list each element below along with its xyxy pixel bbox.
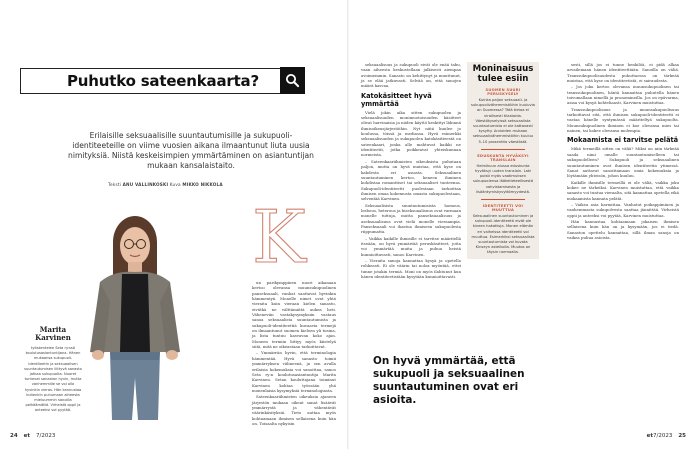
magazine-issue: 7/2023 — [36, 433, 56, 439]
body-paragraph: – Ymmärrän hyvin, että terminologia hämmentää. Hyvä sanasto toimii ymmärryksen välineenä, ja sen avulla erilaisia kokemuksia voi sanoittaa, sanoo Seta ry:n koulutusasiantuntija Marita Karvinen. Setan kouluttajana toiminut Karvinen kohtaa työssään yhä monenlaisia kysymyksiä terminologiasta. — [252, 350, 336, 393]
body-paragraph: – Vieraita sanoja kannattaa kysyä ja opetella rohkeasti. Ei ole väärin tai noloa myöntää, ettei tunne jotakin termiä. Moni on myös ilahtunut kun hänen identiteetistään kysytään kunnioittavasti. — [361, 258, 461, 280]
article-lead: Erilaisille seksuaalisille suuntautumisille ja sukupuoli-identiteeteille on viime vuosien aikana ilmaantunut liuta uusia nimityksiä. Niistä keskeisimpien ymmärtäminen on asiantuntijan mukaan kansalaistaito. — [68, 131, 314, 170]
left-page — [0, 0, 347, 449]
sidebar-divider — [481, 149, 525, 150]
sidebar-text: Seksuaalinen suuntautuminen ja sukupuoli-identiteetti eivät ole kiveen hakattuja. Monen elämän eri vaiheissa identiteetti voi muuttua. Esimerkiksi seksuaalista suuntautumista voi kuvata Kinseyn asteikolla. Muutos on täysin normaalia. — [471, 214, 535, 255]
body-paragraph: – Vaikea asia harmittaa. Vanhatut poikappiminen ja vanhemmasta sukupolvesta saattaa jännittää. Virheistä oppii ja anteeksi voi pyytää, Karvinen muistuttaa. — [567, 201, 679, 218]
right-column-1 — [361, 62, 461, 347]
sidebar-text: Helmikuun alussa eduskunta hyväksyi uuden translain. Laki poisti myös vaatimuksen sukupuolensa lääketieteellisestä vahvistamisesta ja lisääntymiskyvyttömyydestä. — [473, 163, 533, 194]
sidebar-label: EDUSKUNTA HYVÄKSYI TRANSLAIN — [477, 153, 529, 162]
body-paragraph: – Vaikka kaikille ihmisille ei tarvitse määritellä itseään, on hyvä ymmärtää peruskäsitteet, jotta voi ymmärtää muita ja puhua heistä kunnioittavasti, sanoo Karvinen. — [361, 235, 461, 257]
right-column-3 — [567, 62, 679, 430]
sidebar-label: IDENTITEETTI VOI MUUTTUA — [482, 204, 524, 213]
left-page-column — [252, 280, 336, 430]
article-title: Puhutko sateenkaarta? — [67, 72, 259, 90]
body-paragraph: sesti, sillä jos ei tunne henkilöä, ei pidä alkaa arvailemaan hänen identiteettiään. Sanoilla on väliä. Transsukupuolisuudesta puhuttaessa on tärkeää muistaa, että kyse on identiteetistä, ei sairaudesta. — [567, 62, 679, 84]
sidebar-title: Moninaisuus tulee esiin — [472, 64, 534, 84]
body-paragraph: Vielä jokin aika sitten sukupuolen ja seksuaalisuuden monimuotoisuuden käsitteet olivat harvinaisia ja niiden käyttö keskittyi lähinnä ihmisoikeusjärjestöihin. Nyt niitä kuulee jo koulussa, töissä ja mediassa. Hyvä esimerkki seksuaalisuuden ja sukupuolen katokäsitteestä on sateenkaari, jonka alle mahtuvat kaikki ne identiteetit, jotka poikkeavat yhteiskunnan normeista. — [361, 109, 461, 158]
magazine-name: et — [646, 433, 653, 439]
byline — [108, 182, 223, 187]
folio-right — [641, 433, 686, 439]
sidebar-box — [467, 62, 539, 259]
search-icon — [285, 73, 300, 88]
body-paragraph: Hän kannustaa kohtaamaan jokaisen ihmisen sellaisena kuin hän on ja kysymään, jos ei tiedä. Sanaston opettelu kannattaa, sillä ilman sanoja on vaikea puhua asioista. — [567, 218, 679, 240]
pull-quote: On hyvä ymmärtää, että sukupuoli ja seksuaalinen suuntautuminen ovat eri asioita. — [373, 355, 525, 406]
sidebar-text: Kuinka paljon seksuaali- ja sukupuolivähemmistöihin kuuluvia on Suomessa? Tätä tietoa ei virallisesti tilastoida. Väestökyselyissä seksuaalista suuntautumista ei ole kattavasti kysytty. Arvioiden mukaan seksuaalivähemmistöihin kuuluu 5–10 prosenttia väestöstä. — [471, 98, 535, 144]
subheading: Mokaamista ei tarvitse pelätä — [567, 136, 679, 145]
svg-text:K: K — [252, 195, 306, 279]
page-number-left: 24 — [10, 433, 18, 439]
magazine-name: et — [23, 433, 31, 439]
caption-text: työskentelee Seta ry:ssä koulutusasiantuntijana. Hänen mukaansa sukupuoli-identiteetin ja seksuaalisen suuntautumisen liittyvä sanasto jatkaa sukupuolta. Nuoret tuntevat sanaston hyvin, mutta vanhemmille se voi olla hyvinkin vieras. Hän kannustaa kuitenkin puhumaan aiheesta mieluummin sanoilla pelkäämättä. Virheistä oppii ja anteeksi voi pyytää. — [24, 346, 82, 413]
big-initial-k — [252, 195, 306, 279]
body-paragraph: Transsukupuolisuus ja muunsukupuolisuus tarkoittavat sitä, että ihmisen sukupuoli-identiteetti ei vastaa hänelle syntymässä määriteltyä sukupuolta. Muunsukupuolinen ihminen ei koe olevansa mies tai nainen, tai kokee olevansa molempia. — [567, 106, 679, 134]
sidebar-divider — [481, 199, 525, 200]
body-paragraph: Kaikille ihmisille termeillä ei ole väliä, vaikka joku kokee ne tärkeiksi. Karvinen muistuttaa, että vaikka sanasto voi tuntua vieraalta, sitä kannattaa opetella eikä mokaamista kannata pelätä. — [567, 179, 679, 201]
body-paragraph: seksuaalisuus ja sukupuoli eivät ole enää tabu, vaan aiheesta keskustellaan julkisesti aiempaa avoimemmin. Sanasto on kehittynyt ja muuttunut, ja se elää jatkuvasti. Selvää on, että sanojen määrä kasvaa. — [361, 62, 461, 89]
byline-text-label: Teksti — [108, 182, 122, 187]
body-paragraph: Sateenkaariihmisten oikeuksia ajaneen järjestön mukaan oikeat sanat lisäävät ymmärrystä ja vähentävät väärinkäsityksiä. Tieto auttaa myös kohtaamaan ihmisen sellaisena kuin hän on. Toisaalta nykyisin — [252, 394, 336, 426]
title-search-box — [280, 67, 305, 94]
right-page — [349, 0, 696, 449]
body-paragraph: Mikä termeillä sitten on väliä? Miksi on niin tärkeää saada nimi omalle suuntautumiselleen tai sukupuolelleen? Sukupuoli ja seksuaalinen suuntautuminen ovat ihmisen identiteetin ytimessä. Sanat auttavat sanoittamaan omia kokemuksia ja löytämään yhteisön, johon kuuluu. — [567, 146, 679, 179]
sidebar-label: SUOMEN SUURI PERUSKYSELY — [485, 88, 521, 96]
photo-caption — [24, 326, 82, 414]
folio-left — [10, 433, 55, 439]
byline-photo-label: Kuva — [169, 182, 181, 187]
caption-name: Marita Karvinen — [35, 325, 71, 342]
byline-author: ANU VALLINKOSKI — [122, 182, 169, 187]
body-paragraph: un parikymppinen nuori aikanaan kertoo olevansa muunsukupuolinen panseksuaali, vanhat saattavat hyvinkin hämmentyä. Monelle nimet ovat yhtä vieraita kuin vieraan kielen sanasto, eivätkä ne välttämättä aukea heti. Väheneviin vastakysymyksiin vastaus sanoa seksuaalista suuntautumista ja sukupuoli-identiteettiä kuvaavia termejä on ilmaantunut suomen kieleen yli tusina, ja lista tuntuu kasvavan koko ajan. Moneen termiin liittyy myös kiistelyä siitä, mitä ne oikeastaan tarkoittavat. — [252, 280, 336, 350]
body-paragraph: – Jos joku kertoo olevansa muunsukupuolinen tai transsukupuolinen, häntä kannattaa puhutella hänen toivomallaan nimellä ja pronomineilla. Jos on epävarma, asiaa voi kysyä kohteliaasti, Karvinen muistuttaa. — [567, 84, 679, 106]
byline-photographer: MIKKO NIKKOLA — [182, 182, 223, 187]
page-number-right: 25 — [678, 433, 686, 439]
body-paragraph: Seksuaalisista suuntautumisista homous, lesbous, heterous ja biseksuaalisuus ovat varmaan monelle tuttuja, mutta panseksuaalisuus ja aseksuaalisuus ovat vielä monelle vieraampia. Panseksuaali voi ihastua ihmiseen sukupuolesta riippumatta. — [361, 202, 461, 235]
subheading: Katokäsitteet hyvä ymmärtää — [361, 91, 432, 108]
title-bar — [20, 68, 304, 94]
portrait-photo — [74, 202, 194, 420]
magazine-issue: 7/2023 — [652, 433, 673, 439]
body-paragraph: – Sateenkaariihmisten oikeuksista puhutaan paljon, mutta on hyvä muistaa, että kyse on kahdesta eri asiasta. Seksuaalinen suuntautuminen kertoo, keneen ihminen kohdistaa romanttiset tai seksuaaliset tunteensa. Sukupuoli-identiteetti puolestaan tarkoittaa ihmisen omaa kokemusta omasta sukupuolestaan, selventää Karvinen. — [361, 158, 461, 202]
